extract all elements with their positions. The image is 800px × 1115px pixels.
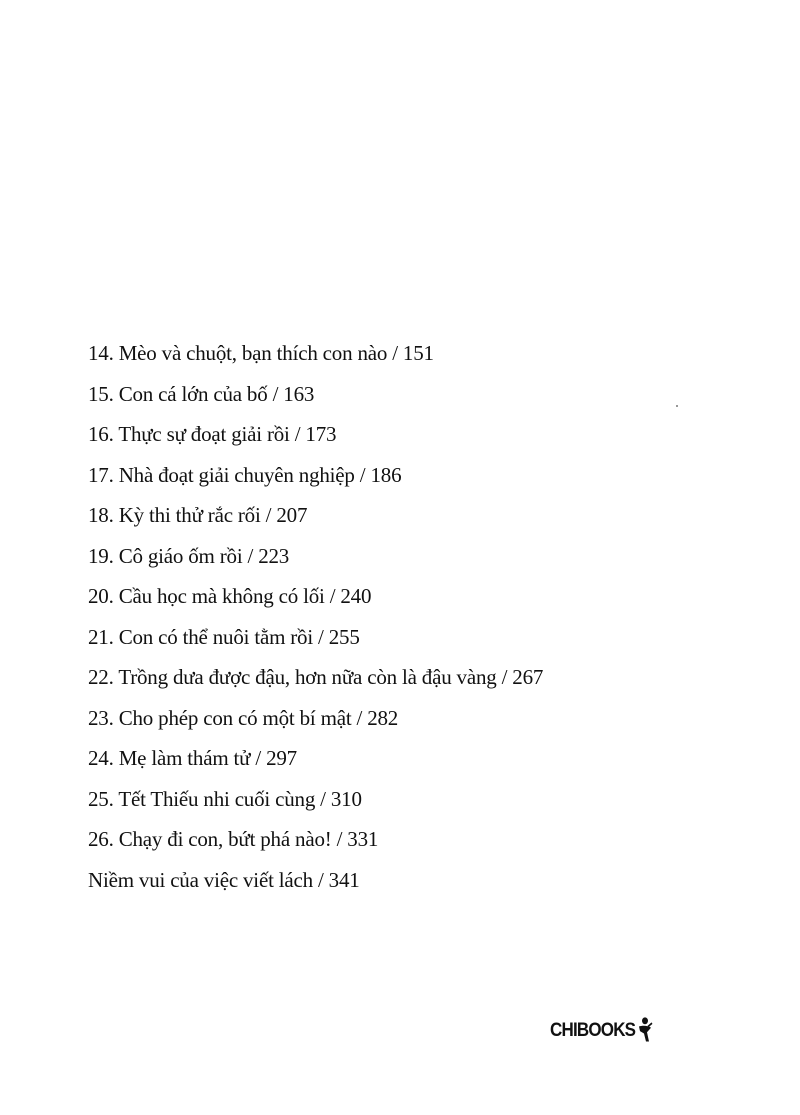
toc-entry: 16. Thực sự đoạt giải rồi / 173	[88, 422, 337, 446]
toc-entry: 17. Nhà đoạt giải chuyên nghiệp / 186	[88, 462, 402, 487]
toc-entry: 20. Cầu học mà không có lối / 240	[88, 584, 372, 608]
toc-entry: 19. Cô giáo ốm rồi / 223	[88, 543, 290, 568]
toc-entry: Niềm vui của việc viết lách / 341	[88, 867, 360, 892]
toc-entry: 24. Mẹ làm thám tử / 297	[88, 746, 297, 770]
toc-entry: 15. Con cá lớn của bố / 163	[88, 381, 315, 406]
toc-entry: 18. Kỳ thi thử rắc rối / 207	[88, 503, 308, 527]
toc-entry: 22. Trồng dưa được đậu, hơn nữa còn là đậu vàng / 267	[88, 665, 544, 689]
publisher-logo-text: CHIBOOKS	[550, 1018, 636, 1041]
toc-entry: 23. Cho phép con có một bí mật / 282	[88, 705, 399, 730]
scan-speck	[676, 405, 678, 407]
toc-entry: 26. Chạy đi con, bứt phá nào! / 331	[88, 827, 379, 851]
chibooks-mark-icon	[637, 1016, 653, 1044]
publisher-logo	[550, 1016, 653, 1044]
toc-entry: 25. Tết Thiếu nhi cuối cùng / 310	[88, 786, 362, 811]
table-of-contents	[88, 335, 728, 902]
toc-entry: 14. Mèo và chuột, bạn thích con nào / 151	[88, 341, 434, 365]
toc-entry: 21. Con có thể nuôi tằm rồi / 255	[88, 624, 360, 649]
